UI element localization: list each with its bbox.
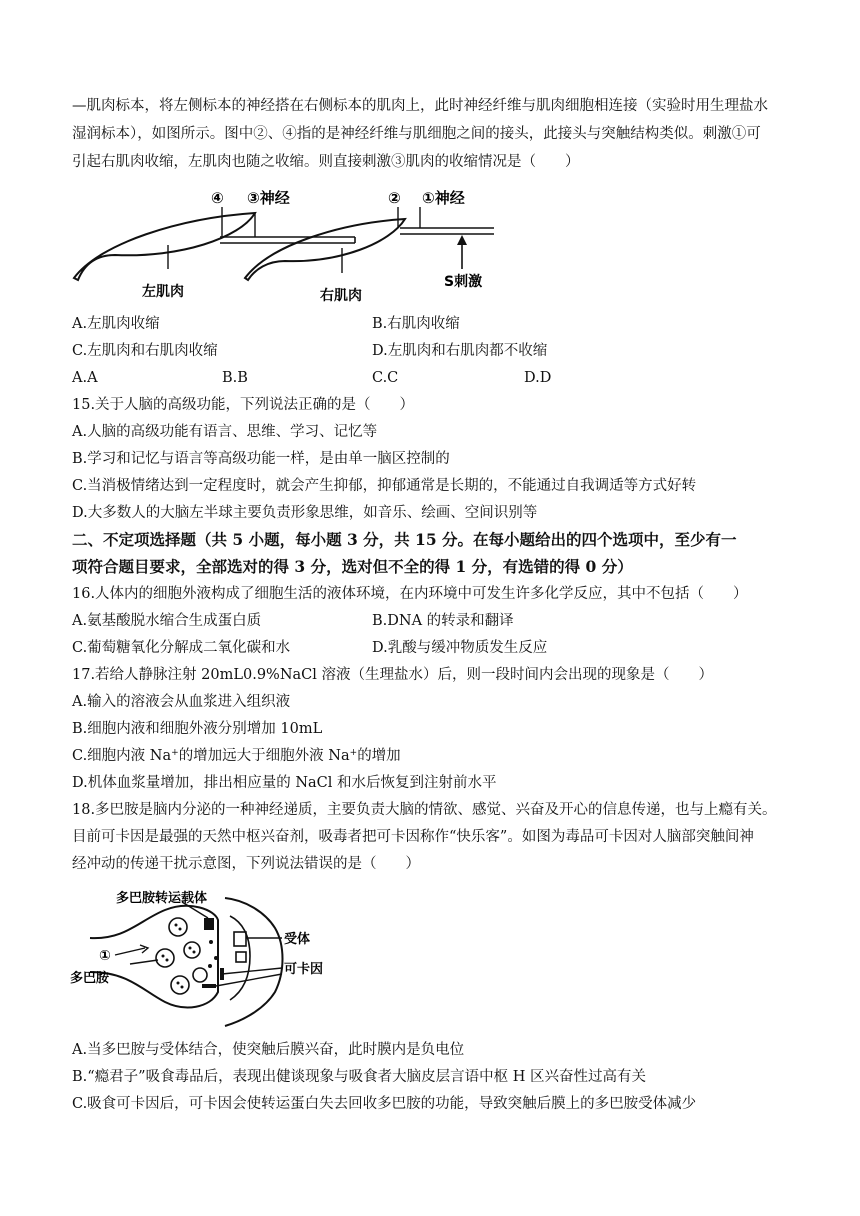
q18-stem-line-2: 目前可卡因是最强的天然中枢兴奋剂，吸毒者把可卡因称作“快乐客”。如图为毒品可卡因对人脑部突触间神 (72, 829, 754, 845)
label-3-nerve: ③神经 (247, 189, 290, 207)
section-2-heading-line-2: 项符合题目要求，全部选对的得 3 分，选对但不全的得 1 分，有选错的得 0 分） (72, 557, 633, 576)
q14-option-c: C.左肌肉和右肌肉收缩 (72, 343, 218, 359)
q14-option-d: D.左肌肉和右肌肉都不收缩 (372, 343, 548, 359)
synapse-figure (70, 880, 360, 1030)
label-circle-1: ① (99, 948, 111, 964)
cocaine-label: 可卡因 (284, 962, 324, 977)
q15-option-c: C.当消极情绪达到一定程度时，就会产生抑郁，抑郁通常是长期的，不能通过自我调适等方式好转 (72, 478, 697, 494)
q14-answer-c: C.C (372, 370, 399, 386)
q16-option-a: A.氨基酸脱水缩合生成蛋白质 (72, 613, 262, 629)
q17-option-c: C.细胞内液 Na+的增加远大于细胞外液 Na+的增加 (72, 748, 401, 764)
q14-stem-line-2: 湿润标本），如图所示。图中②、④指的是神经纤维与肌细胞之间的接头，此接头与突触结构类似。刺激①可 (72, 126, 761, 142)
label-1-nerve: ①神经 (422, 189, 465, 207)
transporter-shape (204, 918, 214, 930)
q15-stem: 15.关于人脑的高级功能，下列说法正确的是（ ） (72, 397, 415, 413)
label-2: ② (388, 189, 401, 207)
q17-option-d: D.机体血浆量增加，排出相应量的 NaCl 和水后恢复到注射前水平 (72, 775, 497, 791)
right-muscle-label: 右肌肉 (320, 288, 362, 304)
q17-option-b: B.细胞内液和细胞外液分别增加 10mL (72, 721, 323, 737)
q14-answer-b: B.B (222, 370, 248, 386)
left-muscle-label: 左肌肉 (142, 284, 184, 300)
q18-stem-line-1: 18.多巴胺是脑内分泌的一种神经递质，主要负责大脑的情欲、感觉、兴奋及开心的信息传递，也与上瘾有关。 (72, 802, 777, 818)
q15-option-d: D.大多数人的大脑左半球主要负责形象思维，如音乐、绘画、空间识别等 (72, 505, 538, 521)
q14-option-b: B.右肌肉收缩 (372, 316, 460, 332)
dopamine-label: 多巴胺 (70, 971, 110, 986)
q15-option-a: A.人脑的高级功能有语言、思维、学习、记忆等 (72, 424, 378, 440)
q14-stem-line-1: —肌肉标本，将左侧标本的神经搭在右侧标本的肌肉上，此时神经纤维与肌肉细胞相连接（实验时用生理盐水 (72, 98, 768, 114)
transporter-label: 多巴胺转运载体 (116, 891, 208, 906)
q16-option-c: C.葡萄糖氧化分解成二氧化碳和水 (72, 640, 291, 656)
q16-stem: 16.人体内的细胞外液构成了细胞生活的液体环境，在内环境中可发生许多化学反应，其中不包括（ ） (72, 586, 748, 602)
left-muscle-shape (74, 213, 255, 280)
q17-option-a: A.输入的溶液会从血浆进入组织液 (72, 694, 291, 710)
q14-answer-d: D.D (524, 370, 552, 386)
nerve-muscle-figure (70, 183, 500, 310)
stimulus-label: S刺激 (444, 274, 483, 290)
q18-option-a: A.当多巴胺与受体结合，使突触后膜兴奋，此时膜内是负电位 (72, 1042, 465, 1058)
q18-option-c: C.吸食可卡因后，可卡因会使转运蛋白失去回收多巴胺的功能，导致突触后膜上的多巴胺受体减少 (72, 1096, 697, 1112)
q14-option-a: A.左肌肉收缩 (72, 316, 160, 332)
q15-option-b: B.学习和记忆与语言等高级功能一样，是由单一脑区控制的 (72, 451, 450, 467)
right-muscle-shape (245, 219, 405, 280)
q16-option-b: B.DNA 的转录和翻译 (372, 613, 514, 629)
q14-answer-a: A.A (72, 370, 98, 386)
q18-option-b: B.“瘾君子”吸食毒品后，表现出健谈现象与吸食者大脑皮层言语中枢 H 区兴奋性过高有关 (72, 1069, 646, 1085)
section-2-heading-line-1: 二、不定项选择题（共 5 小题，每小题 3 分，共 15 分。在每小题给出的四个选项中，至少有一 (72, 530, 737, 549)
receptor-shape (234, 932, 246, 946)
q18-stem-line-3: 经冲动的传递干扰示意图，下列说法错误的是（ ） (72, 856, 420, 872)
receptor-label: 受体 (284, 932, 311, 947)
label-4: ④ (211, 189, 224, 207)
q14-stem-line-3: 引起右肌肉收缩，左肌肉也随之收缩。则直接刺激③肌肉的收缩情况是（ ） (72, 154, 580, 170)
q17-stem: 17.若给人静脉注射 20mL0.9%NaCl 溶液（生理盐水）后，则一段时间内会出现的现象是（ ） (72, 667, 714, 683)
q16-option-d: D.乳酸与缓冲物质发生反应 (372, 640, 548, 656)
